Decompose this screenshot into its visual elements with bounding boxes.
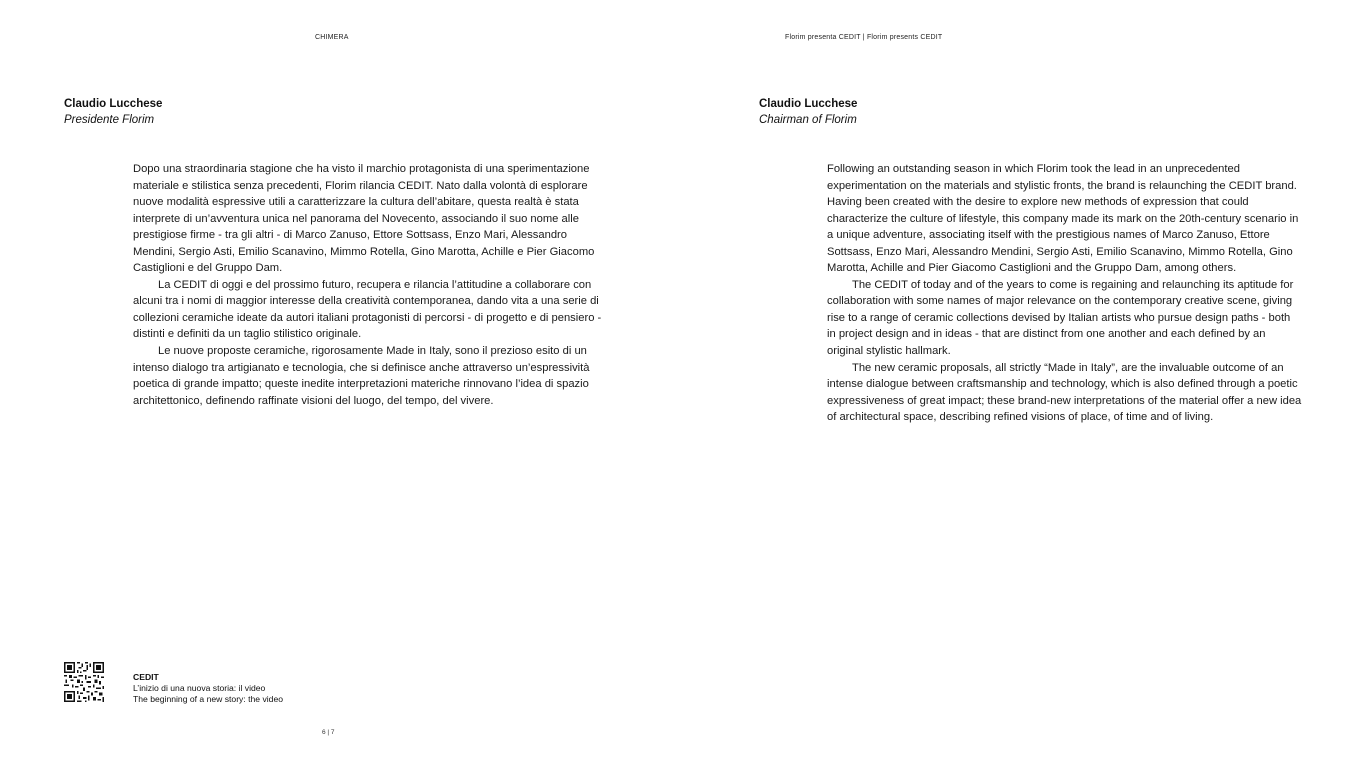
- running-head-right: Florim presenta CEDIT | Florim presents CEDIT: [785, 34, 943, 41]
- paragraph: The CEDIT of today and of the years to come is regaining and relaunching its aptitude for collaboration with some names of major relevance on the contemporary creative scene, giving rise to a range of ceramic collections devised by Italian artists who pursue design paths - both in project design and in ideas - that are distinct from one another and each defined by an original stylistic hallmark.: [827, 278, 1294, 358]
- running-head-left: CHIMERA: [315, 34, 349, 41]
- body-text-italian: [133, 161, 603, 409]
- author-role: Presidente Florim: [64, 114, 155, 126]
- author-block-right: [759, 96, 857, 129]
- paragraph: La CEDIT di oggi e del prossimo futuro, recupera e rilancia l’attitudine a collaborare con alcuni tra i nomi di maggior interesse della creatività contemporanea, dando vita a una serie di collezioni ceramiche ideate da autori italiani protagonisti di percorsi - di progetto e di pensiero - distinti e definiti da un taglio stilistico originale.: [133, 278, 602, 341]
- author-block-left: [64, 96, 162, 129]
- caption-line-italian: L’inizio di una nuova storia: il video: [133, 683, 266, 693]
- author-name: Claudio Lucchese: [64, 98, 163, 110]
- page-numbers: 6 | 7: [322, 729, 335, 736]
- caption-title: CEDIT: [133, 672, 159, 682]
- body-text-english: [827, 161, 1302, 426]
- author-role: Chairman of Florim: [759, 114, 857, 126]
- qr-code-icon[interactable]: [64, 662, 104, 702]
- paragraph: Following an outstanding season in which Florim took the lead in an unprecedented experimentation on the materials and stylistic fronts, the brand is relaunching the CEDIT brand. Having been created with the desire to explore new methods of expression that could characterize the culture of lifestyle, this company made its mark on the 20th-century scenario in a unique adventure, associating itself with the prestigious names of Marco Zanuso, Ettore Sottsass, Enzo Mari, Alessandro Mendini, Sergio Asti, Emilio Scanavino, Mimmo Rotella, Gino Marotta, Achille and Pier Giacomo Castiglioni and the Gruppo Dam, among others.: [827, 163, 1299, 275]
- paragraph: Dopo una straordinaria stagione che ha visto il marchio protagonista di una sperimentazione materiale e stilistica senza precedenti, Florim rilancia CEDIT. Nato dalla volontà di esplorare nuove modalità espressive utili a caratterizzare la cultura dell’abitare, questa realtà è stata interprete di un’avventura unica nel panorama del Novecento, associando il suo nome alle prestigiose firme - tra gli altri - di Marco Zanuso, Ettore Sottsass, Enzo Mari, Alessandro Mendini, Sergio Asti, Emilio Scanavino, Mimmo Rotella, Gino Marotta, Achille e Pier Giacomo Castiglioni e del Gruppo Dam.: [133, 163, 595, 275]
- caption-line-english: The beginning of a new story: the video: [133, 694, 284, 704]
- video-link-caption[interactable]: [133, 672, 283, 705]
- author-name: Claudio Lucchese: [759, 98, 858, 110]
- paragraph: The new ceramic proposals, all strictly “Made in Italy”, are the invaluable outcome of an intense dialogue between craftsmanship and technology, which is also defined through a poetic expressiveness of great impact; these brand-new interpretations of the material offer a new idea of architectural space, describing refined visions of place, of time and of living.: [827, 361, 1302, 424]
- paragraph: Le nuove proposte ceramiche, rigorosamente Made in Italy, sono il prezioso esito di un intenso dialogo tra artigianato e tecnologia, che si definisce anche attraverso un’espressività poetica di grande impatto; queste inedite interpretazioni materiche rinnovano l’idea di spazio architettonico, definendo raffinate visioni del luogo, del tempo, del vivere.: [133, 345, 590, 407]
